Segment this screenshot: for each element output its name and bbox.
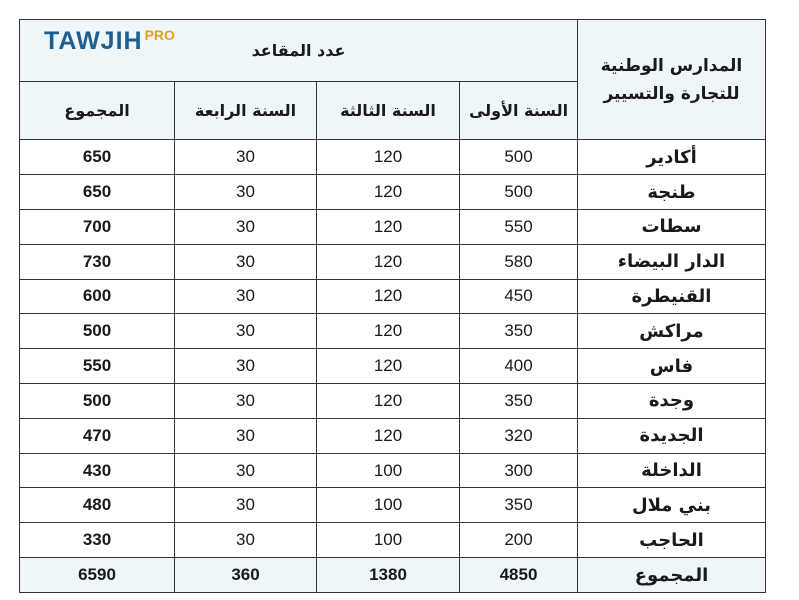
first-year-seats: 550 [460, 209, 578, 244]
seats-table [19, 19, 766, 593]
third-year-seats: 120 [317, 418, 460, 453]
column-header-total: المجموع [20, 81, 175, 140]
third-year-seats: 100 [317, 523, 460, 558]
first-year-seats: 320 [460, 418, 578, 453]
fourth-year-seats: 30 [175, 209, 317, 244]
table-row [20, 488, 766, 523]
city-name: بني ملال [578, 488, 766, 523]
city-name: طنجة [578, 175, 766, 210]
row-total: 550 [20, 349, 175, 384]
table-row [20, 279, 766, 314]
first-year-seats: 580 [460, 244, 578, 279]
third-year-seats: 120 [317, 175, 460, 210]
row-total: 500 [20, 383, 175, 418]
table-row [20, 453, 766, 488]
fourth-year-seats: 30 [175, 418, 317, 453]
city-name: وجدة [578, 383, 766, 418]
third-year-seats: 120 [317, 383, 460, 418]
city-name: الحاجب [578, 523, 766, 558]
table-row [20, 244, 766, 279]
totals-label: المجموع [578, 558, 766, 593]
first-year-seats: 400 [460, 349, 578, 384]
fourth-year-seats: 30 [175, 453, 317, 488]
city-name: مراكش [578, 314, 766, 349]
city-name: الدار البيضاء [578, 244, 766, 279]
first-year-seats: 450 [460, 279, 578, 314]
row-total: 650 [20, 140, 175, 175]
tawjih-pro-logo [44, 26, 175, 56]
first-year-seats: 500 [460, 140, 578, 175]
grand-total: 6590 [20, 558, 175, 593]
table-row [20, 418, 766, 453]
total-third-year: 1380 [317, 558, 460, 593]
city-name: أكادير [578, 140, 766, 175]
first-year-seats: 200 [460, 523, 578, 558]
city-name: سطات [578, 209, 766, 244]
row-total: 500 [20, 314, 175, 349]
fourth-year-seats: 30 [175, 244, 317, 279]
schools-header-line2: للتجارة والتسيير [603, 83, 740, 104]
row-total: 480 [20, 488, 175, 523]
table-row [20, 349, 766, 384]
table-row [20, 383, 766, 418]
table-row [20, 175, 766, 210]
row-total: 430 [20, 453, 175, 488]
column-header-third-year: السنة الثالثة [317, 81, 460, 140]
schools-header-line1: المدارس الوطنية [600, 55, 743, 76]
fourth-year-seats: 30 [175, 314, 317, 349]
first-year-seats: 350 [460, 383, 578, 418]
table-row [20, 523, 766, 558]
city-name: فاس [578, 349, 766, 384]
row-total: 600 [20, 279, 175, 314]
column-header-fourth-year: السنة الرابعة [175, 81, 317, 140]
fourth-year-seats: 30 [175, 140, 317, 175]
schools-header [578, 20, 766, 140]
row-total: 730 [20, 244, 175, 279]
table-row [20, 314, 766, 349]
seats-header: عدد المقاعد [20, 20, 578, 82]
row-total: 700 [20, 209, 175, 244]
fourth-year-seats: 30 [175, 349, 317, 384]
third-year-seats: 120 [317, 279, 460, 314]
total-fourth-year: 360 [175, 558, 317, 593]
third-year-seats: 120 [317, 349, 460, 384]
third-year-seats: 120 [317, 209, 460, 244]
first-year-seats: 350 [460, 314, 578, 349]
fourth-year-seats: 30 [175, 523, 317, 558]
fourth-year-seats: 30 [175, 175, 317, 210]
logo-text: TAWJIH [44, 27, 143, 55]
table-body [20, 140, 766, 558]
row-total: 330 [20, 523, 175, 558]
third-year-seats: 120 [317, 244, 460, 279]
table-row [20, 140, 766, 175]
third-year-seats: 120 [317, 314, 460, 349]
third-year-seats: 100 [317, 488, 460, 523]
first-year-seats: 300 [460, 453, 578, 488]
row-total: 650 [20, 175, 175, 210]
first-year-seats: 350 [460, 488, 578, 523]
logo-suffix: PRO [144, 27, 175, 43]
table-row [20, 209, 766, 244]
fourth-year-seats: 30 [175, 279, 317, 314]
third-year-seats: 120 [317, 140, 460, 175]
row-total: 470 [20, 418, 175, 453]
fourth-year-seats: 30 [175, 488, 317, 523]
column-header-first-year: السنة الأولى [460, 81, 578, 140]
fourth-year-seats: 30 [175, 383, 317, 418]
total-first-year: 4850 [460, 558, 578, 593]
city-name: القنيطرة [578, 279, 766, 314]
first-year-seats: 500 [460, 175, 578, 210]
city-name: الجديدة [578, 418, 766, 453]
third-year-seats: 100 [317, 453, 460, 488]
city-name: الداخلة [578, 453, 766, 488]
totals-row [20, 558, 766, 593]
